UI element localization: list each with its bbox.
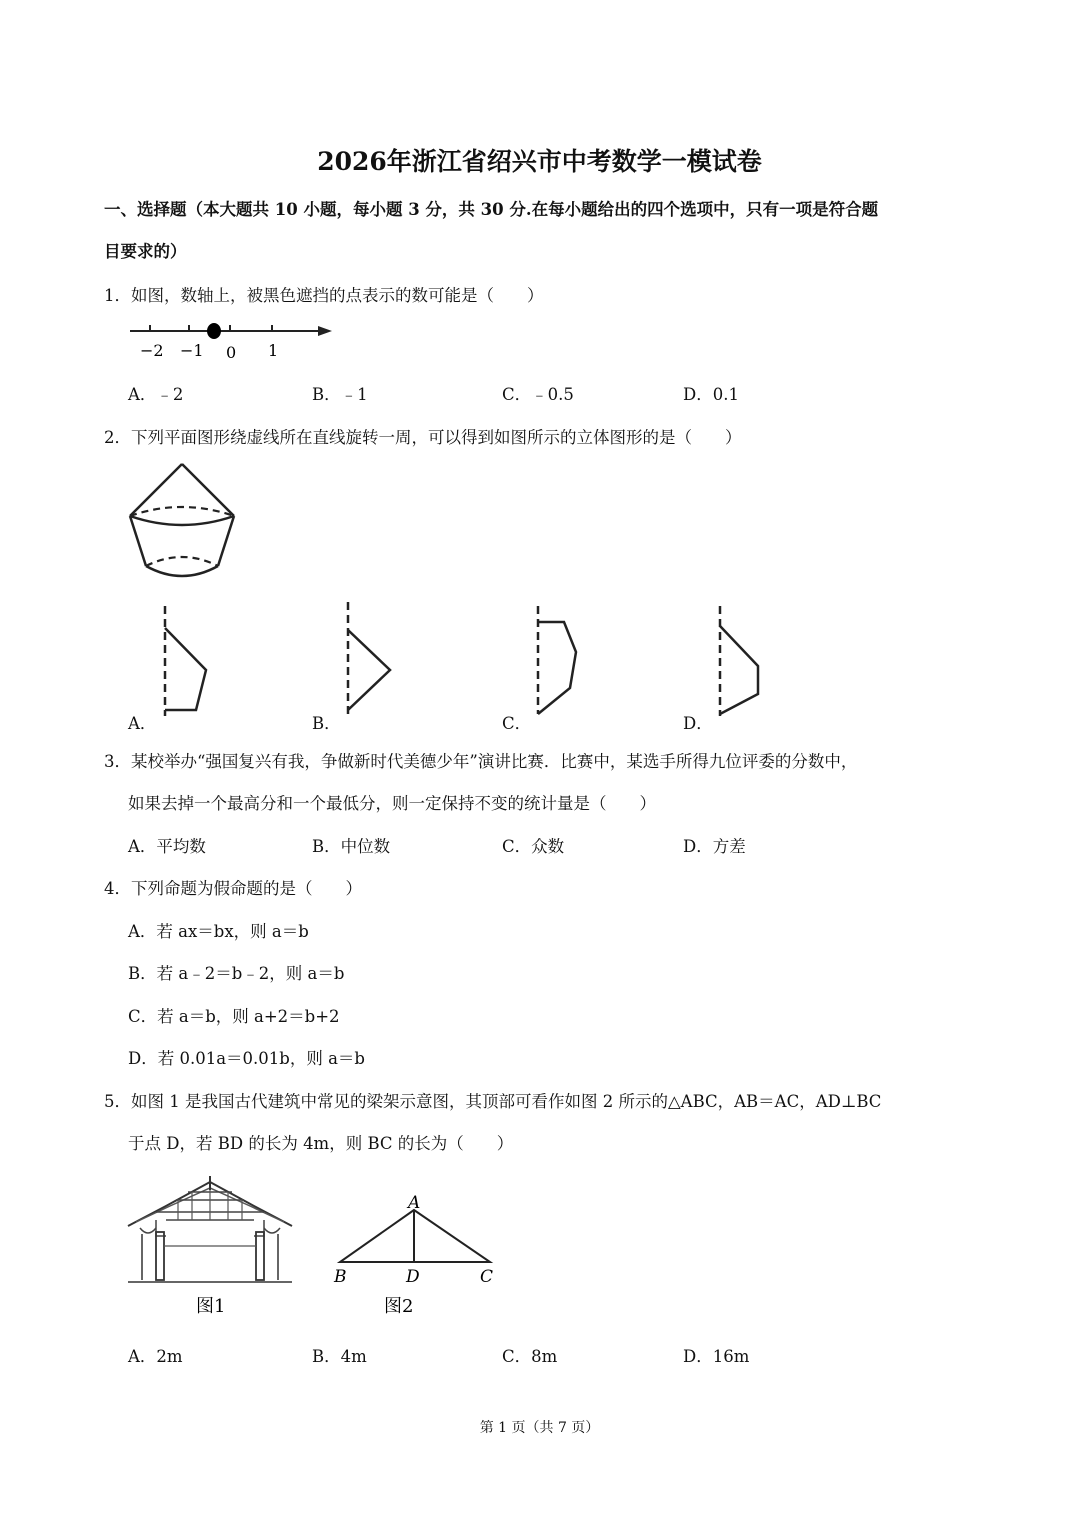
vertex-a-label: A bbox=[408, 1193, 421, 1213]
q4-option-b: B．若 a﹣2＝b﹣2，则 a＝b bbox=[128, 964, 345, 983]
figure-2-caption: 图2 bbox=[384, 1296, 414, 1317]
question-4-text: 4．下列命题为假命题的是（ ） bbox=[104, 879, 362, 898]
number-line-figure bbox=[128, 318, 338, 362]
question-5-line2: 于点 D，若 BD 的长为 4m，则 BC 的长为（ ） bbox=[128, 1134, 514, 1153]
q5-option-b: B．4m bbox=[312, 1347, 367, 1366]
q5-option-d: D．16m bbox=[683, 1347, 750, 1366]
q2-option-d: D． bbox=[683, 714, 713, 733]
q4-option-d: D．若 0.01a＝0.01b，则 a＝b bbox=[128, 1049, 365, 1068]
q2-option-b: B． bbox=[312, 714, 341, 733]
triangle-figure bbox=[330, 1192, 502, 1318]
axis-label-1: 1 bbox=[268, 341, 279, 360]
question-3-line2: 如果去掉一个最高分和一个最低分，则一定保持不变的统计量是（ ） bbox=[128, 794, 656, 813]
q4-option-c: C．若 a＝b，则 a+2＝b+2 bbox=[128, 1007, 340, 1026]
q5-option-a: A．2m bbox=[128, 1347, 183, 1366]
q1-option-c: C．﹣0.5 bbox=[502, 385, 574, 404]
axis-label-0: 0 bbox=[226, 343, 237, 362]
axis-label-minus2: −2 bbox=[140, 341, 164, 360]
question-5-line1: 5．如图 1 是我国古代建筑中常见的梁架示意图，其顶部可看作如图 2 所示的△ABC，AB＝AC，AD⊥BC bbox=[104, 1092, 882, 1111]
vertex-c-label: C bbox=[480, 1267, 494, 1287]
q1-option-b: B．﹣1 bbox=[312, 385, 368, 404]
q2-shape-b bbox=[338, 600, 398, 718]
point-d-label: D bbox=[406, 1267, 420, 1287]
q2-option-c: C． bbox=[502, 714, 532, 733]
page-footer: 第 1 页（共 7 页） bbox=[479, 1420, 600, 1436]
section-header-line1: 一、选择题（本大题共 10 小题，每小题 3 分，共 30 分.在每小题给出的四个选项中，只有一项是符合题 bbox=[104, 200, 879, 219]
question-3-line1: 3．某校举办“强国复兴有我，争做新时代美德少年”演讲比赛．比赛中，某选手所得九位评委的分数中， bbox=[104, 752, 858, 771]
q3-option-a: A．平均数 bbox=[128, 837, 206, 856]
q2-shape-c bbox=[528, 604, 588, 722]
figure-1-caption: 图1 bbox=[196, 1296, 226, 1316]
q4-option-a: A．若 ax＝bx，则 a＝b bbox=[128, 922, 309, 941]
beam-frame-figure bbox=[126, 1176, 296, 1316]
question-1-text: 1．如图，数轴上，被黑色遮挡的点表示的数可能是（ ） bbox=[104, 286, 544, 305]
page-title: 2026年浙江省绍兴市中考数学一模试卷 bbox=[317, 147, 762, 176]
q3-option-c: C．众数 bbox=[502, 837, 565, 856]
q3-option-b: B．中位数 bbox=[312, 837, 391, 856]
solid-figure bbox=[126, 460, 242, 588]
axis-label-minus1: −1 bbox=[180, 341, 204, 360]
q2-shape-d bbox=[710, 604, 770, 722]
q5-option-c: C．8m bbox=[502, 1347, 558, 1366]
question-2-text: 2．下列平面图形绕虚线所在直线旋转一周，可以得到如图所示的立体图形的是（ ） bbox=[104, 428, 742, 447]
section-header-line2: 目要求的） bbox=[104, 242, 187, 261]
q3-option-d: D．方差 bbox=[683, 837, 746, 856]
q1-option-a: A．﹣2 bbox=[128, 385, 184, 404]
q2-option-a: A． bbox=[128, 714, 157, 733]
hidden-point bbox=[207, 323, 221, 339]
q1-option-d: D．0.1 bbox=[683, 385, 739, 404]
vertex-b-label: B bbox=[334, 1267, 347, 1287]
number-line-arrow bbox=[318, 326, 332, 336]
q2-shape-a bbox=[156, 604, 216, 722]
